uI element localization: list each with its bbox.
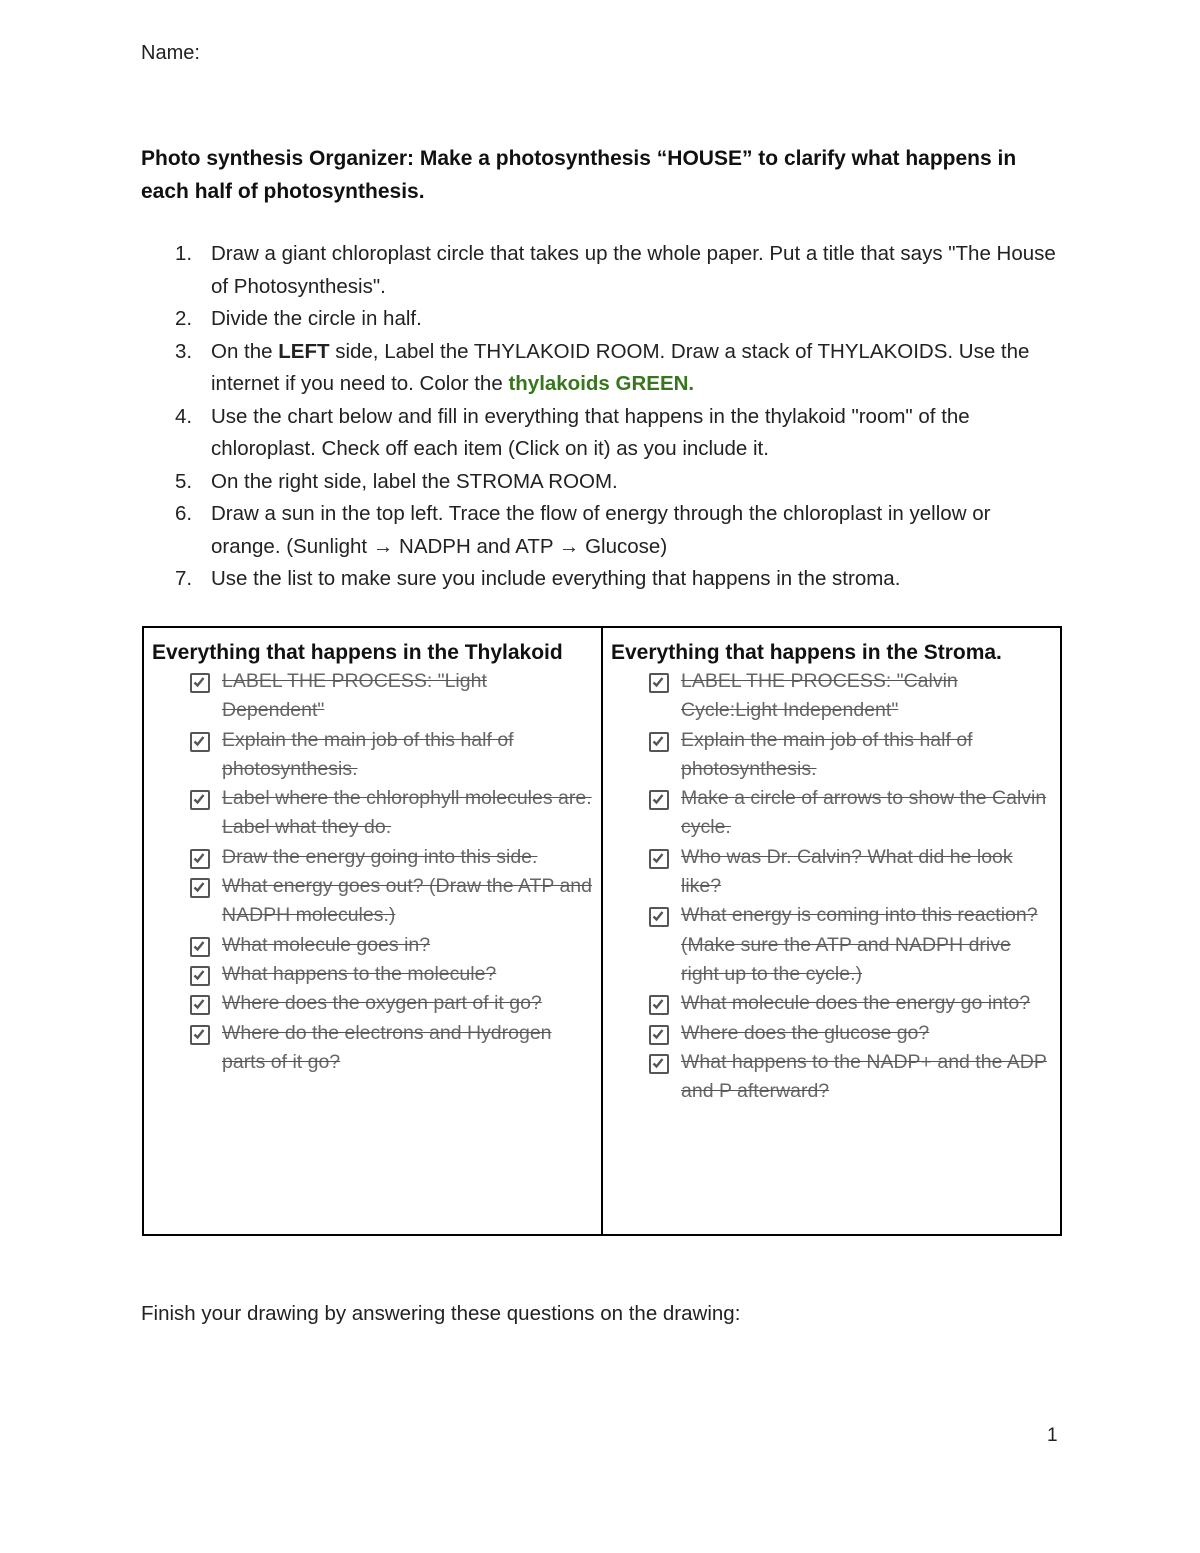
checklist-item-text: LABEL THE PROCESS: "Calvin Cycle:Light Independent"	[681, 670, 958, 722]
thylakoid-checklist	[152, 667, 593, 1077]
instructions-list	[175, 238, 1065, 596]
checklist-item[interactable]	[649, 901, 1052, 989]
checklist-table	[142, 626, 1062, 1236]
step-text: On the	[211, 339, 279, 363]
checklist-item[interactable]	[649, 667, 1052, 726]
checklist-item[interactable]	[190, 843, 593, 872]
checklist-item-text: Where does the oxygen part of it go?	[222, 992, 542, 1015]
checklist-item[interactable]	[190, 1019, 593, 1078]
step-text: Draw a giant chloroplast circle that takes up the whole paper. Put a title that says "The House of Photosynthesis".	[211, 242, 1056, 298]
checklist-item[interactable]	[649, 1019, 1052, 1048]
checked-checkbox-icon[interactable]	[649, 907, 669, 927]
step-text: Divide the circle in half.	[211, 307, 422, 330]
checklist-item-text: Explain the main job of this half of photosynthesis.	[222, 728, 514, 780]
step-text: On the right side, label the STROMA ROOM.	[211, 469, 618, 493]
checklist-item-text: What happens to the molecule?	[222, 962, 497, 985]
finish-instructions: Finish your drawing by answering these questions on the drawing:	[141, 1302, 741, 1325]
step-4	[175, 401, 1065, 466]
checked-checkbox-icon[interactable]	[190, 732, 210, 752]
checked-checkbox-icon[interactable]	[649, 790, 669, 810]
checklist-item[interactable]	[190, 872, 593, 931]
checklist-item[interactable]	[190, 931, 593, 960]
checked-checkbox-icon[interactable]	[649, 849, 669, 869]
stroma-column	[601, 628, 1060, 1234]
stroma-heading: Everything that happens in the Stroma.	[611, 641, 1002, 664]
checked-checkbox-icon[interactable]	[649, 732, 669, 752]
checked-checkbox-icon[interactable]	[190, 937, 210, 957]
step-number: 2.	[175, 307, 193, 330]
checked-checkbox-icon[interactable]	[190, 790, 210, 810]
page-number: 1	[1047, 1425, 1058, 1446]
checklist-item[interactable]	[649, 843, 1052, 902]
checklist-item[interactable]	[190, 960, 593, 989]
checklist-item[interactable]	[190, 784, 593, 843]
checked-checkbox-icon[interactable]	[649, 673, 669, 693]
step-text: Use the chart below and fill in everything that happens in the thylakoid "room" of the chloroplast. Check off each item (Click on it) as you include it.	[211, 404, 970, 460]
name-label: Name:	[141, 42, 200, 64]
document-title: Photo synthesis Organizer: Make a photosynthesis “HOUSE” to clarify what happens in each half of photosynthesis.	[141, 147, 1017, 203]
step-6	[175, 498, 1065, 563]
checklist-item-text: What energy goes out? (Draw the ATP and NADPH molecules.)	[222, 875, 592, 927]
checked-checkbox-icon[interactable]	[190, 966, 210, 986]
checklist-item-text: What happens to the NADP+ and the ADP and P afterward?	[681, 1050, 1047, 1103]
checked-checkbox-icon[interactable]	[190, 1025, 210, 1045]
checked-checkbox-icon[interactable]	[190, 995, 210, 1015]
checklist-item[interactable]	[190, 667, 593, 726]
checklist-item[interactable]	[190, 726, 593, 785]
checked-checkbox-icon[interactable]	[190, 673, 210, 693]
step-text-bold: LEFT	[278, 339, 330, 363]
step-number: 3.	[175, 339, 193, 363]
step-1	[175, 238, 1065, 303]
step-number: 1.	[175, 242, 193, 265]
checklist-item[interactable]	[649, 989, 1052, 1018]
checklist-item-text: Where does the glucose go?	[681, 1021, 930, 1044]
checked-checkbox-icon[interactable]	[649, 1025, 669, 1045]
step-7	[175, 563, 1065, 596]
checklist-item-text: Label where the chlorophyll molecules are. Label what they do.	[222, 787, 592, 839]
step-3	[175, 336, 1065, 401]
checklist-item-text: Who was Dr. Calvin? What did he look like?	[681, 845, 1013, 898]
step-text: side, Label the THYLAKOID ROOM. Draw a stack of THYLAKOIDS. Use the internet if you need to. Color the	[211, 339, 1030, 395]
checklist-item-text: What energy is coming into this reaction? (Make sure the ATP and NADPH drive right up to the cycle.)	[681, 904, 1038, 985]
checklist-item[interactable]	[649, 726, 1052, 785]
step-number: 4.	[175, 404, 193, 428]
checklist-item-text: Explain the main job of this half of photosynthesis.	[681, 728, 973, 780]
checklist-item[interactable]	[649, 1048, 1052, 1107]
step-5	[175, 466, 1065, 499]
checklist-item-text: LABEL THE PROCESS: "Light Dependent"	[222, 670, 487, 722]
step-text: Use the list to make sure you include everything that happens in the stroma.	[211, 567, 901, 590]
checked-checkbox-icon[interactable]	[649, 1054, 669, 1074]
step-number: 7.	[175, 567, 193, 590]
thylakoid-heading: Everything that happens in the Thylakoid	[152, 641, 563, 664]
checklist-item-text: What molecule does the energy go into?	[681, 992, 1031, 1015]
checked-checkbox-icon[interactable]	[190, 878, 210, 898]
thylakoid-column	[144, 628, 601, 1234]
step-number: 5.	[175, 469, 193, 493]
checklist-item-text: Where do the electrons and Hydrogen parts of it go?	[222, 1021, 552, 1073]
step-text-green: thylakoids GREEN.	[508, 372, 695, 395]
checklist-item[interactable]	[190, 989, 593, 1018]
step-text: Draw a sun in the top left. Trace the flow of energy through the chloroplast in yellow or orange. (Sunlight → NADPH and ATP → Glucose)	[211, 502, 991, 558]
checklist-item[interactable]	[649, 784, 1052, 843]
stroma-checklist	[611, 667, 1052, 1106]
step-2	[175, 303, 1065, 336]
step-number: 6.	[175, 502, 193, 525]
checked-checkbox-icon[interactable]	[190, 849, 210, 869]
checklist-item-text: What molecule goes in?	[222, 933, 431, 956]
checklist-item-text: Draw the energy going into this side.	[222, 845, 538, 868]
checklist-item-text: Make a circle of arrows to show the Calvin cycle.	[681, 787, 1047, 839]
checked-checkbox-icon[interactable]	[649, 995, 669, 1015]
